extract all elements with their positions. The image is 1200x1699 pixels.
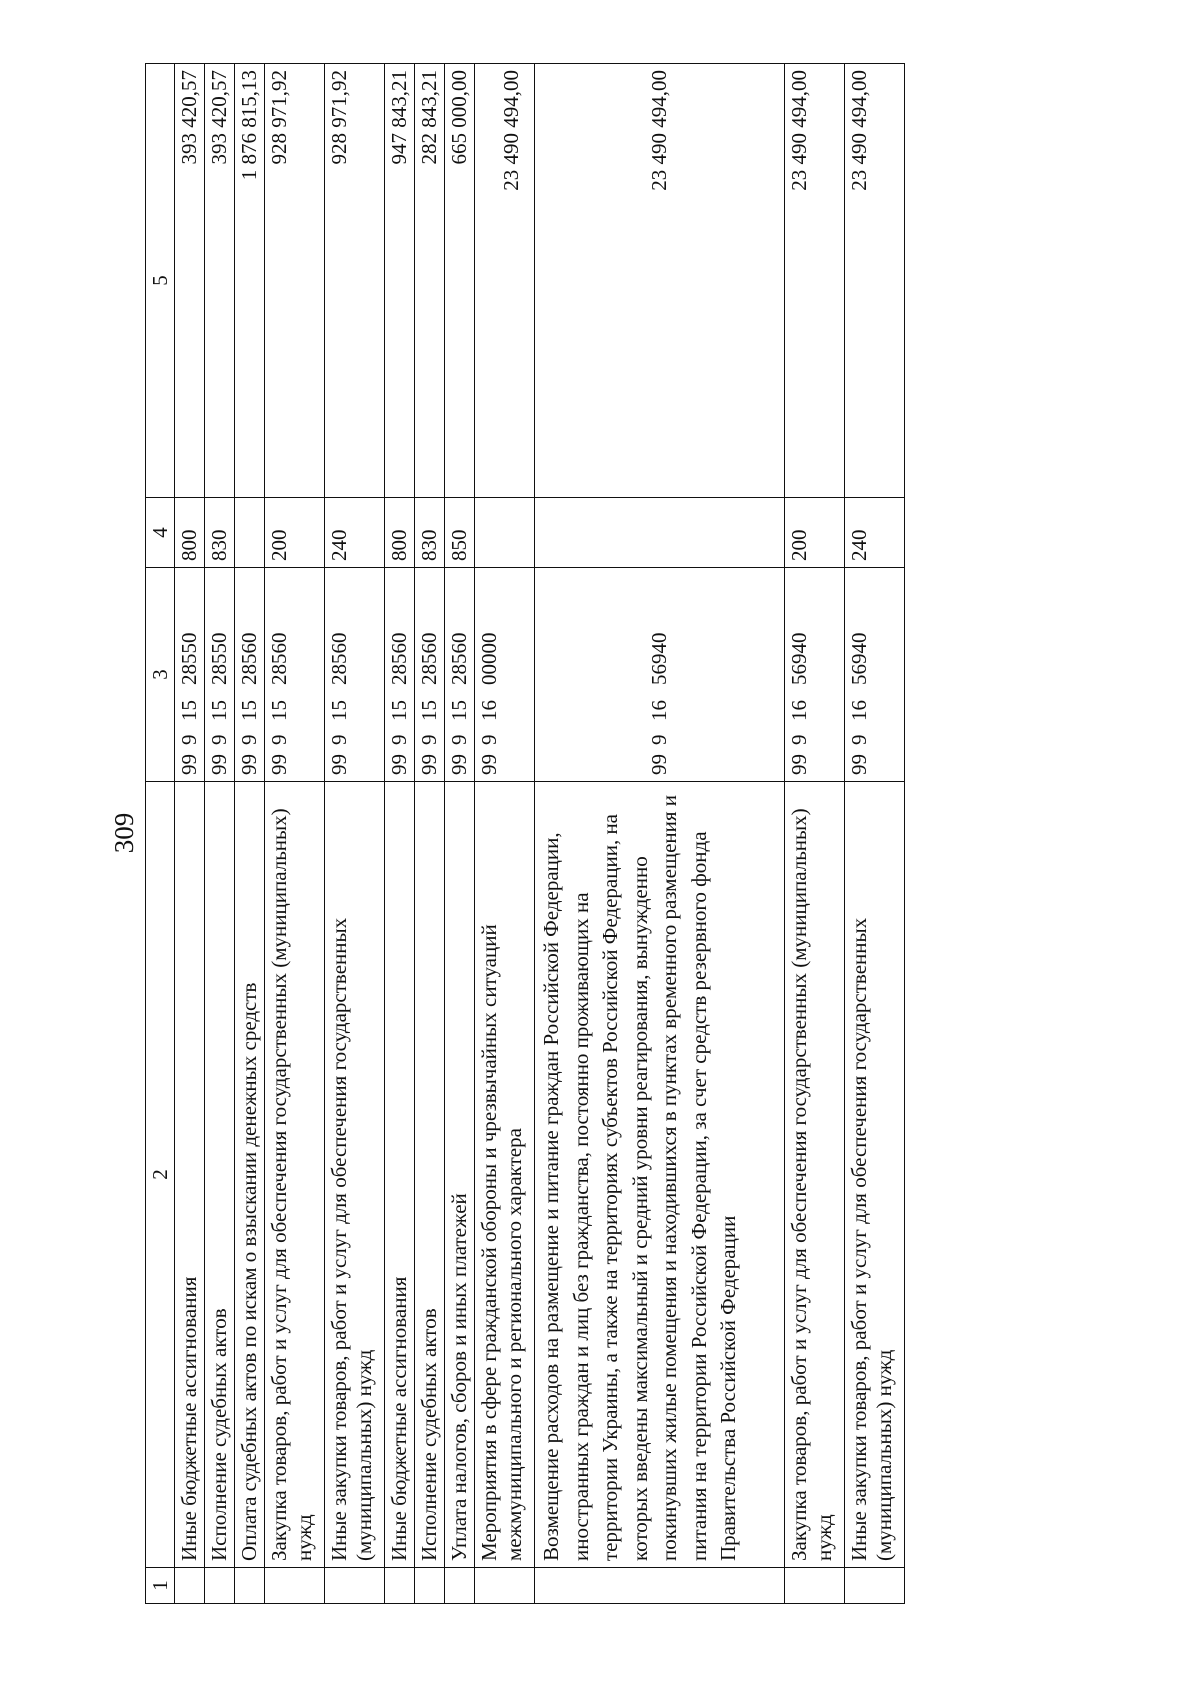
code-part-d: 56940 (787, 632, 811, 685)
row-code-cell (325, 568, 385, 782)
table-row (265, 64, 325, 1604)
row-name-cell: Уплата налогов, сборов и иных платежей (445, 782, 475, 1568)
code-part-b: 9 (267, 734, 291, 745)
code-part-a: 99 (327, 754, 351, 775)
row-type-cell: 200 (265, 498, 325, 568)
row-code-cell (235, 568, 265, 782)
code-part-c: 15 (327, 700, 351, 721)
table-row (205, 64, 235, 1604)
table-row (785, 64, 845, 1604)
table-row (845, 64, 905, 1604)
row-number-cell (845, 1568, 905, 1604)
row-amount-cell: 393 420,57 (205, 64, 235, 498)
code-part-a: 99 (447, 754, 471, 775)
row-code-cell (265, 568, 325, 782)
table-body (175, 64, 905, 1604)
row-code-cell (475, 568, 535, 782)
row-number-cell (445, 1568, 475, 1604)
row-code-cell (445, 568, 475, 782)
row-name-cell: Исполнение судебных актов (205, 782, 235, 1568)
code-part-b: 9 (787, 734, 811, 745)
budget-table-rotated (145, 64, 1040, 1604)
code-part-d: 28560 (237, 632, 261, 685)
code-part-a: 99 (787, 754, 811, 775)
code-part-b: 9 (207, 734, 231, 745)
code-part-c: 16 (847, 700, 871, 721)
code-part-c: 16 (647, 700, 671, 721)
row-code-cell (535, 568, 785, 782)
row-code-cell (205, 568, 235, 782)
code-part-c: 16 (477, 700, 501, 721)
code-part-c: 16 (787, 700, 811, 721)
code-part-a: 99 (477, 754, 501, 775)
row-number-cell (785, 1568, 845, 1604)
row-type-cell (235, 498, 265, 568)
row-type-cell: 240 (845, 498, 905, 568)
row-number-cell (265, 1568, 325, 1604)
code-part-b: 9 (847, 734, 871, 745)
row-number-cell (475, 1568, 535, 1604)
code-part-d: 28560 (267, 632, 291, 685)
page-number: 309 (109, 812, 139, 854)
code-part-d: 56940 (847, 632, 871, 685)
code-part-b: 9 (477, 734, 501, 745)
table-row (445, 64, 475, 1604)
code-part-c: 15 (267, 700, 291, 721)
table-row (415, 64, 445, 1604)
table-row (385, 64, 415, 1604)
row-name-cell: Возмещение расходов на размещение и питание граждан Российской Федерации, иностранных граждан и лиц без гражданства, постоянно проживающих на территории Украины, а также на территориях субъектов Российской Федерации, на которых введены максимальный и средний уровни реагирования, вынужденно покинувших жилые помещения и находившихся в пунктах временного размещения и питания на территории Российской Федерации, за счет средств резервного фонда Правительства Российской Федерации (535, 782, 785, 1568)
code-part-d: 28560 (417, 632, 441, 685)
row-amount-cell: 393 420,57 (175, 64, 205, 498)
code-part-d: 28560 (327, 632, 351, 685)
code-part-a: 99 (177, 754, 201, 775)
header-col-2: 2 (146, 782, 175, 1568)
table-row (325, 64, 385, 1604)
row-name-cell: Закупка товаров, работ и услуг для обеспечения государственных (муниципальных) нужд (265, 782, 325, 1568)
row-name-cell: Иные бюджетные ассигнования (175, 782, 205, 1568)
row-amount-cell: 947 843,21 (385, 64, 415, 498)
code-part-a: 99 (237, 754, 261, 775)
row-type-cell (475, 498, 535, 568)
code-part-a: 99 (267, 754, 291, 775)
row-type-cell: 800 (175, 498, 205, 568)
row-name-cell: Мероприятия в сфере гражданской обороны и чрезвычайных ситуаций межмуниципального и регионального характера (475, 782, 535, 1568)
row-code-cell (845, 568, 905, 782)
row-type-cell: 850 (445, 498, 475, 568)
row-amount-cell: 928 971,92 (325, 64, 385, 498)
row-number-cell (235, 1568, 265, 1604)
row-amount-cell: 665 000,00 (445, 64, 475, 498)
table-row (175, 64, 205, 1604)
budget-table (145, 63, 905, 1604)
row-name-cell: Иные бюджетные ассигнования (385, 782, 415, 1568)
code-part-c: 15 (237, 700, 261, 721)
row-type-cell: 800 (385, 498, 415, 568)
code-part-a: 99 (387, 754, 411, 775)
code-part-d: 00000 (477, 632, 501, 685)
row-number-cell (535, 1568, 785, 1604)
code-part-d: 28550 (177, 632, 201, 685)
code-part-b: 9 (327, 734, 351, 745)
row-amount-cell: 1 876 815,13 (235, 64, 265, 498)
row-amount-cell: 928 971,92 (265, 64, 325, 498)
code-part-d: 56940 (647, 632, 671, 685)
code-part-d: 28550 (207, 632, 231, 685)
code-part-b: 9 (647, 734, 671, 745)
row-number-cell (385, 1568, 415, 1604)
code-part-a: 99 (417, 754, 441, 775)
row-code-cell (415, 568, 445, 782)
table-header-row (146, 64, 175, 1604)
header-col-5: 5 (146, 64, 175, 498)
header-col-3: 3 (146, 568, 175, 782)
code-part-b: 9 (387, 734, 411, 745)
row-amount-cell: 23 490 494,00 (475, 64, 535, 498)
row-name-cell: Иные закупки товаров, работ и услуг для обеспечения государственных (муниципальных) нужд (325, 782, 385, 1568)
code-part-c: 15 (447, 700, 471, 721)
code-part-d: 28560 (387, 632, 411, 685)
code-part-a: 99 (207, 754, 231, 775)
row-number-cell (415, 1568, 445, 1604)
code-part-c: 15 (207, 700, 231, 721)
row-type-cell: 830 (205, 498, 235, 568)
row-code-cell (785, 568, 845, 782)
row-amount-cell: 23 490 494,00 (535, 64, 785, 498)
row-name-cell: Иные закупки товаров, работ и услуг для обеспечения государственных (муниципальных) нужд (845, 782, 905, 1568)
code-part-a: 99 (647, 754, 671, 775)
row-name-cell: Исполнение судебных актов (415, 782, 445, 1568)
code-part-b: 9 (237, 734, 261, 745)
row-number-cell (205, 1568, 235, 1604)
row-number-cell (325, 1568, 385, 1604)
row-code-cell (175, 568, 205, 782)
code-part-b: 9 (447, 734, 471, 745)
row-name-cell: Оплата судебных актов по искам о взыскании денежных средств (235, 782, 265, 1568)
row-amount-cell: 23 490 494,00 (785, 64, 845, 498)
code-part-b: 9 (417, 734, 441, 745)
table-row (235, 64, 265, 1604)
code-part-c: 15 (387, 700, 411, 721)
row-type-cell: 200 (785, 498, 845, 568)
header-col-1: 1 (146, 1568, 175, 1604)
table-row (535, 64, 785, 1604)
table-row (475, 64, 535, 1604)
row-name-cell: Закупка товаров, работ и услуг для обеспечения государственных (муниципальных) нужд (785, 782, 845, 1568)
row-type-cell: 830 (415, 498, 445, 568)
code-part-c: 15 (177, 700, 201, 721)
header-col-4: 4 (146, 498, 175, 568)
code-part-a: 99 (847, 754, 871, 775)
row-amount-cell: 23 490 494,00 (845, 64, 905, 498)
code-part-c: 15 (417, 700, 441, 721)
row-number-cell (175, 1568, 205, 1604)
row-code-cell (385, 568, 415, 782)
code-part-d: 28560 (447, 632, 471, 685)
row-type-cell: 240 (325, 498, 385, 568)
row-type-cell (535, 498, 785, 568)
code-part-b: 9 (177, 734, 201, 745)
row-amount-cell: 282 843,21 (415, 64, 445, 498)
